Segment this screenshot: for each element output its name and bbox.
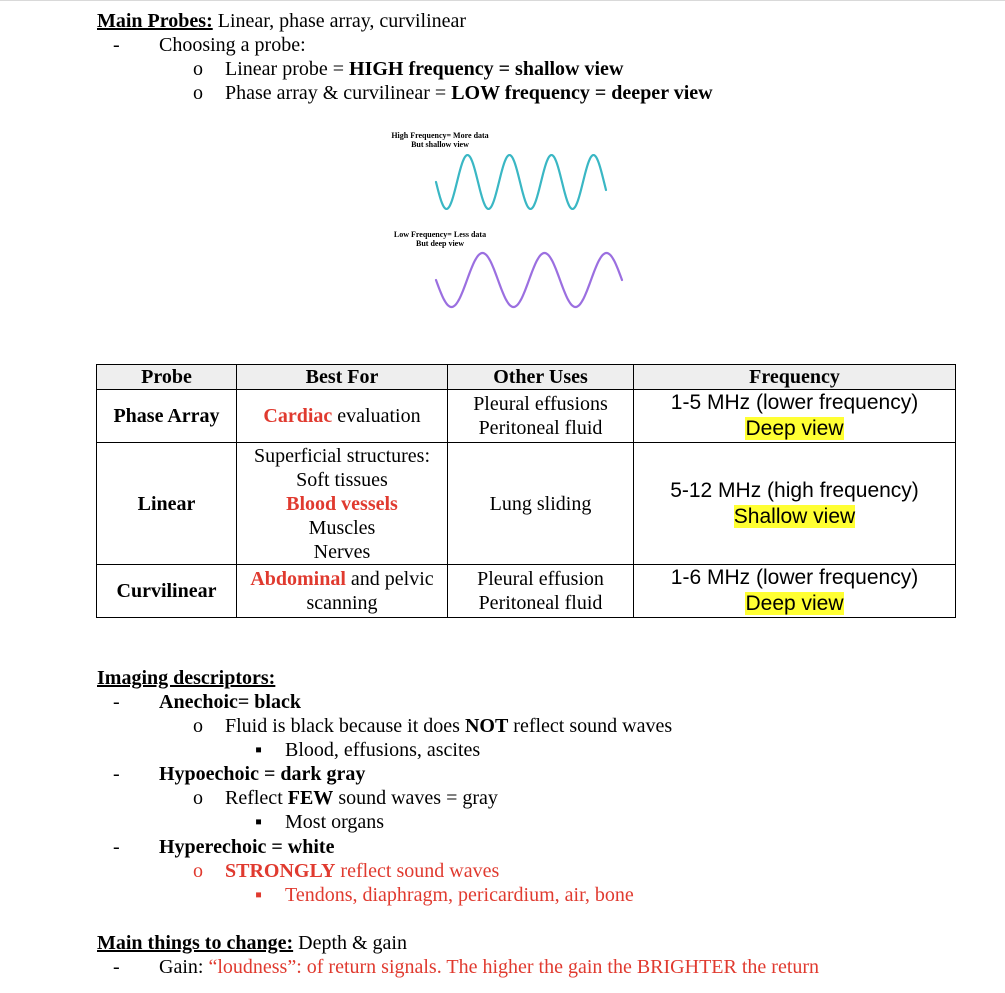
anechoic-sub-line <box>193 714 672 738</box>
view-highlight: Deep view <box>745 417 844 440</box>
high-wave-path <box>436 155 606 209</box>
frequency-text: 1-6 MHz (lower frequency) <box>670 566 919 589</box>
other-use: Pleural effusions <box>473 393 608 415</box>
hyperechoic-line <box>113 835 334 859</box>
high-frequency-wave <box>430 150 610 214</box>
view-highlight: Shallow view <box>733 504 856 528</box>
hyper-sub-bold: STRONGLY <box>225 860 336 882</box>
imaging-heading: Imaging descriptors: <box>97 667 276 689</box>
hyper-item: Tendons, diaphragm, pericardium, air, bone <box>285 884 634 906</box>
hyperechoic-text: Hyperechoic = white <box>159 836 335 858</box>
low-label-line2: But deep view <box>416 239 464 248</box>
best-for-line: Muscles <box>308 516 376 539</box>
frequency-text: 5-12 MHz (high frequency) <box>670 478 919 502</box>
header-probe: Probe <box>97 365 237 390</box>
best-for-cell <box>237 565 448 618</box>
hypoechoic-line <box>113 762 365 786</box>
change-heading-line <box>97 931 407 955</box>
other-use: Peritoneal fluid <box>478 592 603 614</box>
probe-cell: Curvilinear <box>97 565 237 618</box>
table-row <box>97 565 956 618</box>
frequency-cell <box>634 443 956 565</box>
anechoic-item-line <box>255 738 480 762</box>
circle-bullet: o <box>193 715 203 737</box>
probes-heading-rest: Linear, phase array, curvilinear <box>212 10 467 32</box>
choosing-probe-bullet <box>113 33 306 57</box>
table-row <box>97 443 956 565</box>
best-rest-text: evaluation <box>332 405 421 427</box>
best-red-text: Cardiac <box>263 405 333 427</box>
linear-probe-bold: HIGH frequency = shallow view <box>349 58 624 80</box>
frequency-text: 1-5 MHz (lower frequency) <box>670 391 919 414</box>
anechoic-line <box>113 690 301 714</box>
hypo-sub-line <box>193 786 498 810</box>
anechoic-item: Blood, effusions, ascites <box>285 739 481 761</box>
change-heading: Main things to change: <box>97 932 294 954</box>
square-bullet: ▪ <box>255 739 263 761</box>
circle-bullet: o <box>193 58 203 80</box>
other-uses-cell <box>448 565 634 618</box>
page-top-border <box>0 0 1005 1</box>
probes-heading: Main Probes: <box>97 10 213 32</box>
linear-probe-text: Linear probe = <box>225 58 350 80</box>
probe-cell: Phase Array <box>97 390 237 443</box>
other-use: Peritoneal fluid <box>478 417 603 439</box>
phase-probe-bold: LOW frequency = deeper view <box>451 82 713 104</box>
hypo-sub-pre: Reflect <box>225 787 288 809</box>
hypoechoic-text: Hypoechoic = dark gray <box>159 763 366 785</box>
header-other-uses: Other Uses <box>448 365 634 390</box>
best-for-cell <box>237 390 448 443</box>
low-frequency-label <box>384 230 496 248</box>
dash-bullet: - <box>113 836 120 858</box>
gain-label: Gain: <box>159 956 209 978</box>
low-wave-path <box>436 253 622 307</box>
frequency-cell <box>634 565 956 618</box>
linear-probe-line <box>193 57 623 81</box>
probes-heading-line <box>97 9 466 33</box>
other-uses-cell: Lung sliding <box>448 443 634 565</box>
hypo-item: Most organs <box>285 811 385 833</box>
dash-bullet: - <box>113 691 120 713</box>
hyper-item-line <box>255 883 634 907</box>
low-frequency-wave <box>430 248 630 312</box>
best-for-line: Superficial structures: <box>253 444 431 467</box>
square-bullet: ▪ <box>255 811 263 833</box>
best-for-line: scanning <box>306 592 378 614</box>
phase-probe-text: Phase array & curvilinear = <box>225 82 452 104</box>
table-row <box>97 390 956 443</box>
square-bullet: ▪ <box>255 884 263 906</box>
other-uses-cell <box>448 390 634 443</box>
hyper-sub-line <box>193 859 499 883</box>
anechoic-text: Anechoic= black <box>159 691 301 713</box>
high-label-line2: But shallow view <box>411 140 469 149</box>
high-frequency-label <box>384 131 496 149</box>
header-frequency: Frequency <box>634 365 956 390</box>
gain-line <box>113 955 819 979</box>
dash-bullet: - <box>113 34 120 56</box>
circle-bullet: o <box>193 860 203 882</box>
best-rest-text: and pelvic <box>345 568 434 590</box>
best-for-line-red: Blood vessels <box>286 492 398 515</box>
probe-cell: Linear <box>97 443 237 565</box>
low-label-line1: Low Frequency= Less data <box>393 230 487 239</box>
best-for-line: Soft tissues <box>296 468 388 491</box>
hypo-sub-post: sound waves = gray <box>333 787 498 809</box>
hypo-sub-bold: FEW <box>287 787 334 809</box>
best-for-line: Nerves <box>313 540 371 563</box>
anechoic-sub-post: reflect sound waves <box>508 715 673 737</box>
table-header-row <box>97 365 956 390</box>
hypo-item-line <box>255 810 384 834</box>
circle-bullet: o <box>193 82 203 104</box>
other-use: Pleural effusion <box>477 568 604 590</box>
header-best-for: Best For <box>237 365 448 390</box>
choosing-probe-text: Choosing a probe: <box>159 34 306 56</box>
probe-table <box>96 364 956 618</box>
best-for-cell <box>237 443 448 565</box>
best-red-text: Abdominal <box>250 568 346 590</box>
dash-bullet: - <box>113 763 120 785</box>
high-label-line1: High Frequency= More data <box>391 131 489 140</box>
view-highlight: Deep view <box>745 592 844 615</box>
gain-description: “loudness”: of return signals. The higher the gain the BRIGHTER the return <box>208 956 820 978</box>
hyper-sub-post: reflect sound waves <box>335 860 500 882</box>
frequency-cell <box>634 390 956 443</box>
anechoic-sub-pre: Fluid is black because it does <box>225 715 465 737</box>
change-heading-rest: Depth & gain <box>293 932 407 954</box>
phase-probe-line <box>193 81 713 105</box>
anechoic-sub-bold: NOT <box>464 715 509 737</box>
circle-bullet: o <box>193 787 203 809</box>
dash-bullet: - <box>113 956 120 978</box>
